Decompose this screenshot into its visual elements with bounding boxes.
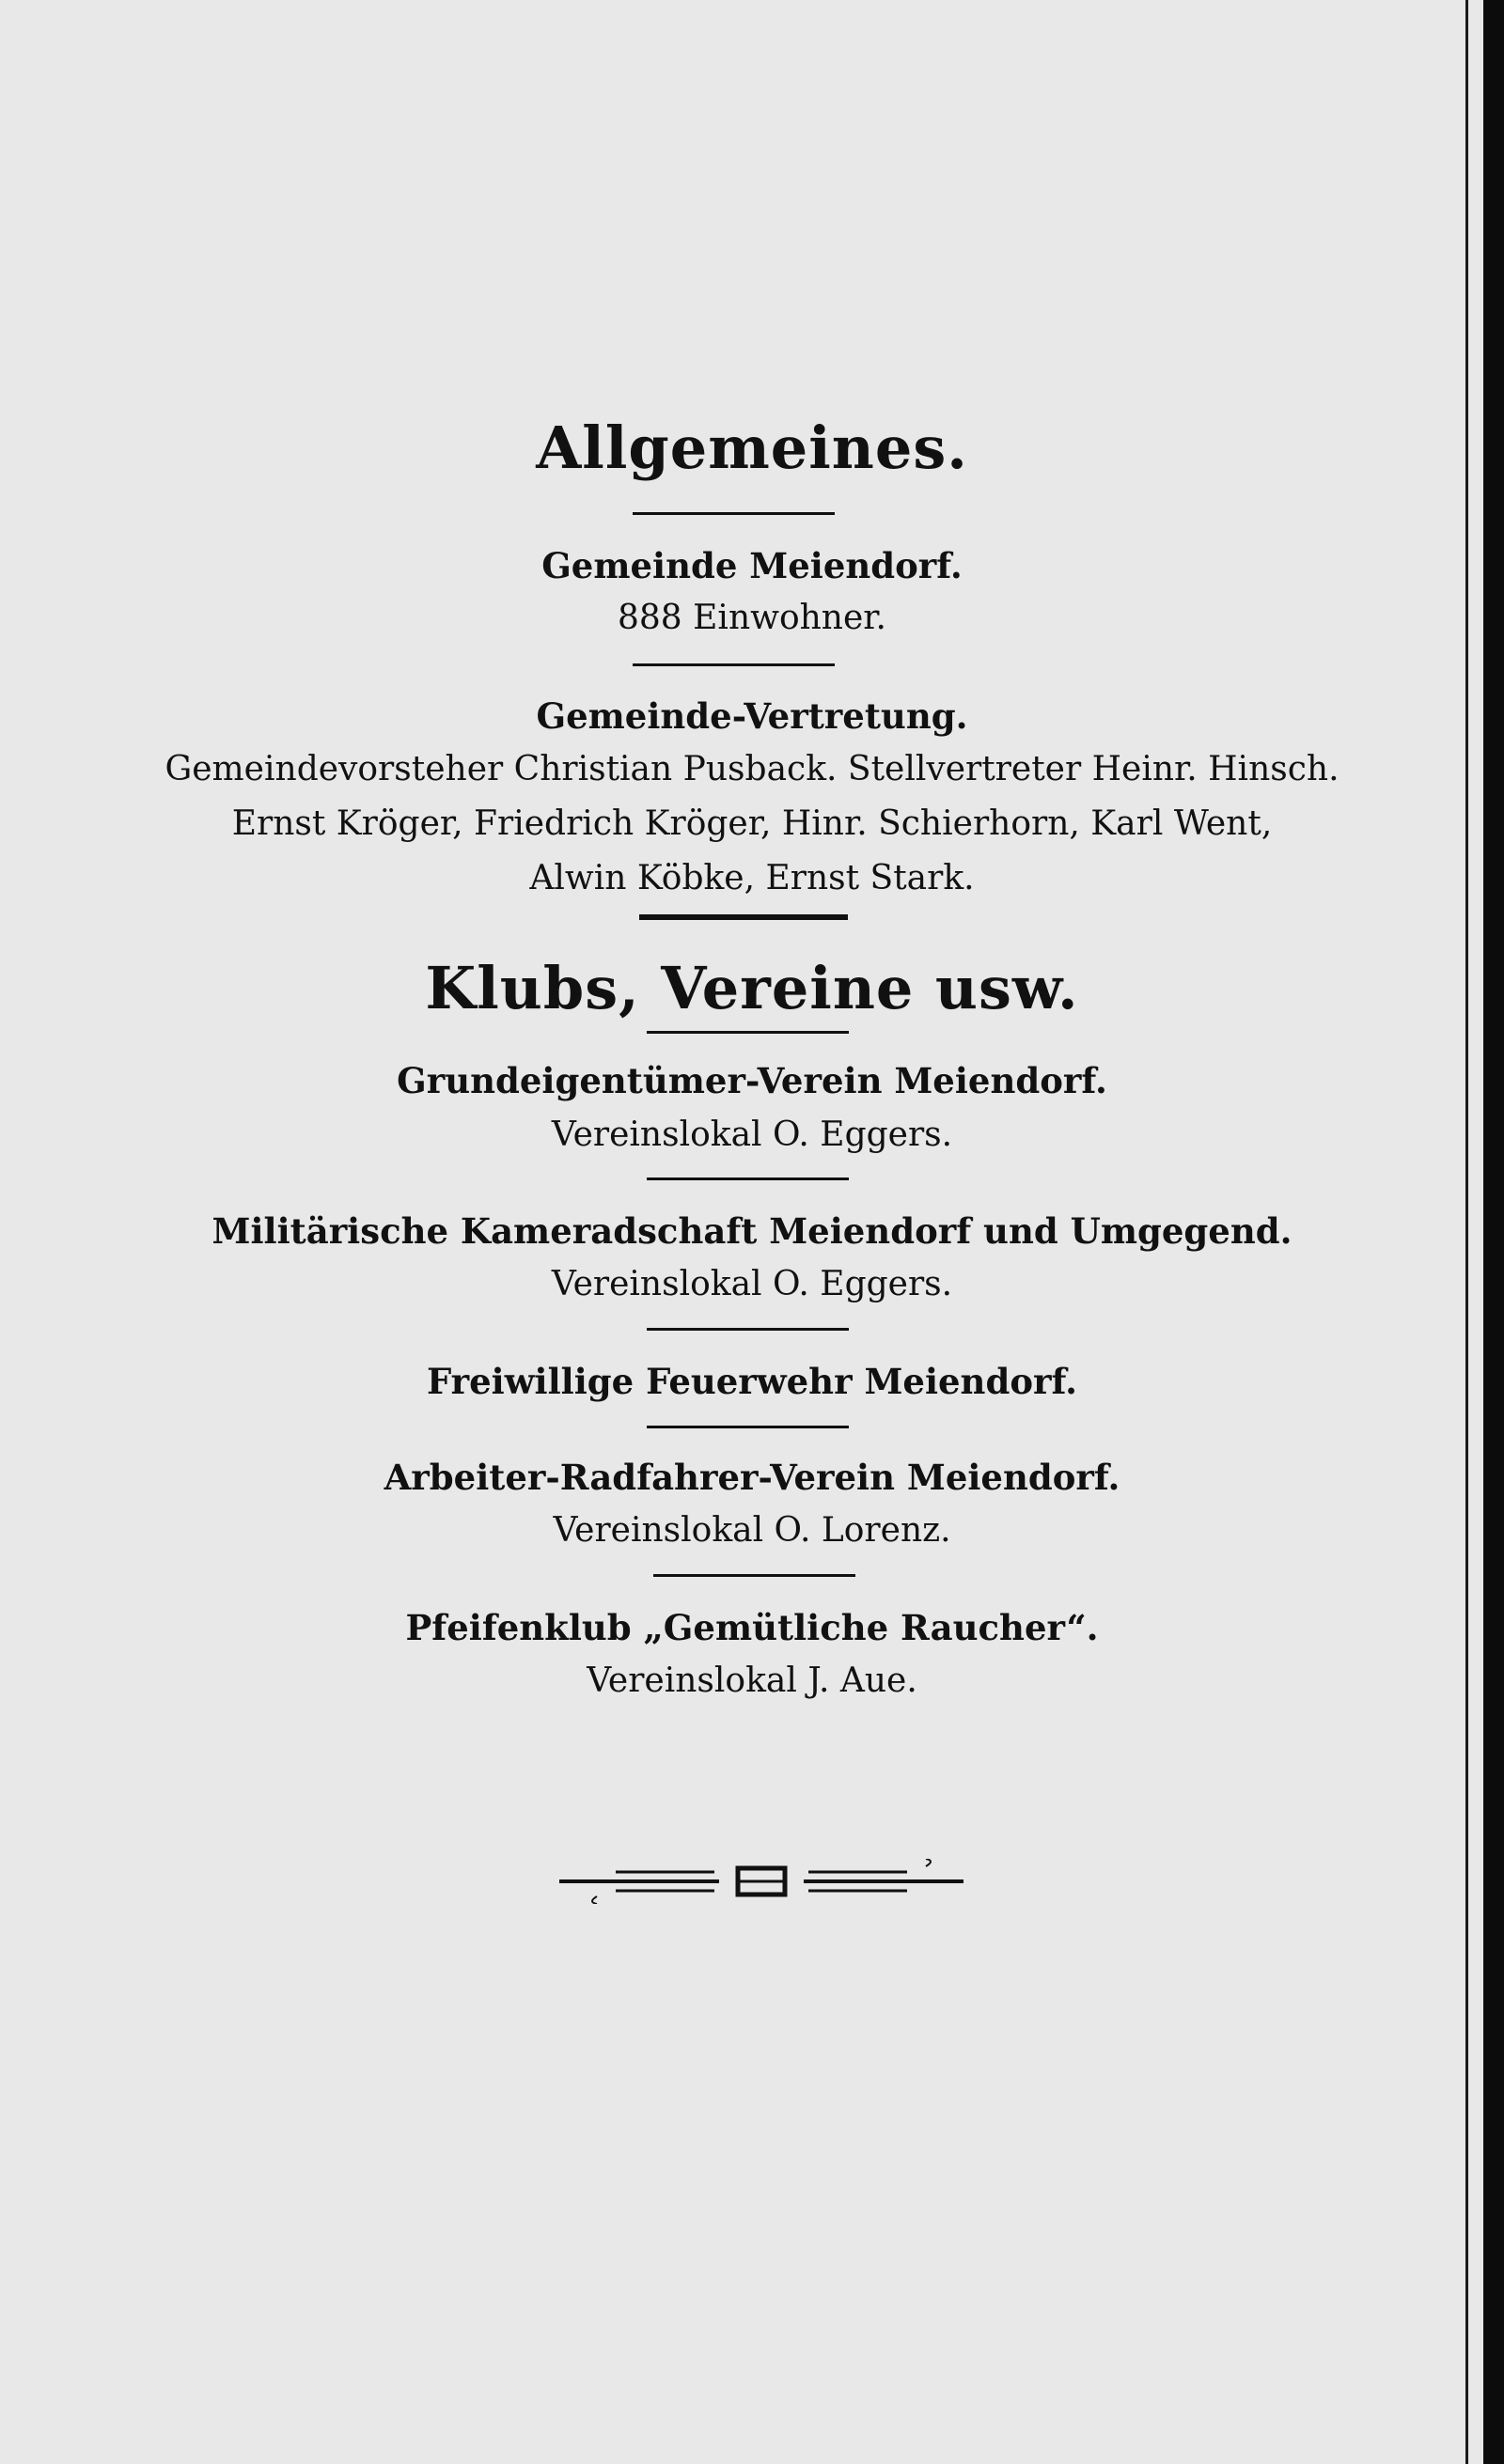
- council-title: Gemeinde-Vertretung.: [536, 695, 968, 737]
- club-venue: Vereinslokal O. Eggers.: [551, 1265, 953, 1303]
- council-line: Gemeindevorsteher Christian Pusback. Stellvertreter Heinr. Hinsch.: [164, 750, 1340, 788]
- divider: [647, 1177, 849, 1180]
- club-name: Arbeiter-Radfahrer-Verein Meiendorf.: [384, 1457, 1120, 1498]
- section-heading-clubs: Klubs, Vereine usw.: [425, 954, 1079, 1022]
- council-line: Ernst Kröger, Friedrich Kröger, Hinr. Schierhorn, Karl Went,: [231, 804, 1273, 843]
- club-name: Grundeigentümer-Verein Meiendorf.: [397, 1060, 1107, 1101]
- club-venue: Vereinslokal O. Lorenz.: [553, 1511, 951, 1550]
- community-title: Gemeinde Meiendorf.: [541, 545, 963, 586]
- club-name: Militärische Kameradschaft Meiendorf und Umgegend.: [212, 1210, 1292, 1252]
- club-name: Pfeifenklub „Gemütliche Raucher“.: [405, 1607, 1099, 1648]
- divider: [633, 663, 835, 666]
- page-binding-edge: [1483, 0, 1504, 2464]
- page-edge-line: [1465, 0, 1468, 2464]
- divider: [633, 512, 835, 515]
- community-inhabitants: 888 Einwohner.: [618, 599, 886, 637]
- divider: [647, 1426, 849, 1428]
- divider: [653, 1574, 855, 1577]
- section-divider: [639, 914, 848, 920]
- section-heading-general: Allgemeines.: [536, 413, 968, 482]
- divider: [647, 1328, 849, 1331]
- ornamental-divider-icon: [559, 1859, 964, 1904]
- club-venue: Vereinslokal O. Eggers.: [551, 1115, 953, 1154]
- club-venue: Vereinslokal J. Aue.: [587, 1661, 917, 1700]
- divider: [647, 1031, 849, 1034]
- council-line: Alwin Köbke, Ernst Stark.: [529, 859, 975, 897]
- club-name: Freiwillige Feuerwehr Meiendorf.: [427, 1361, 1077, 1402]
